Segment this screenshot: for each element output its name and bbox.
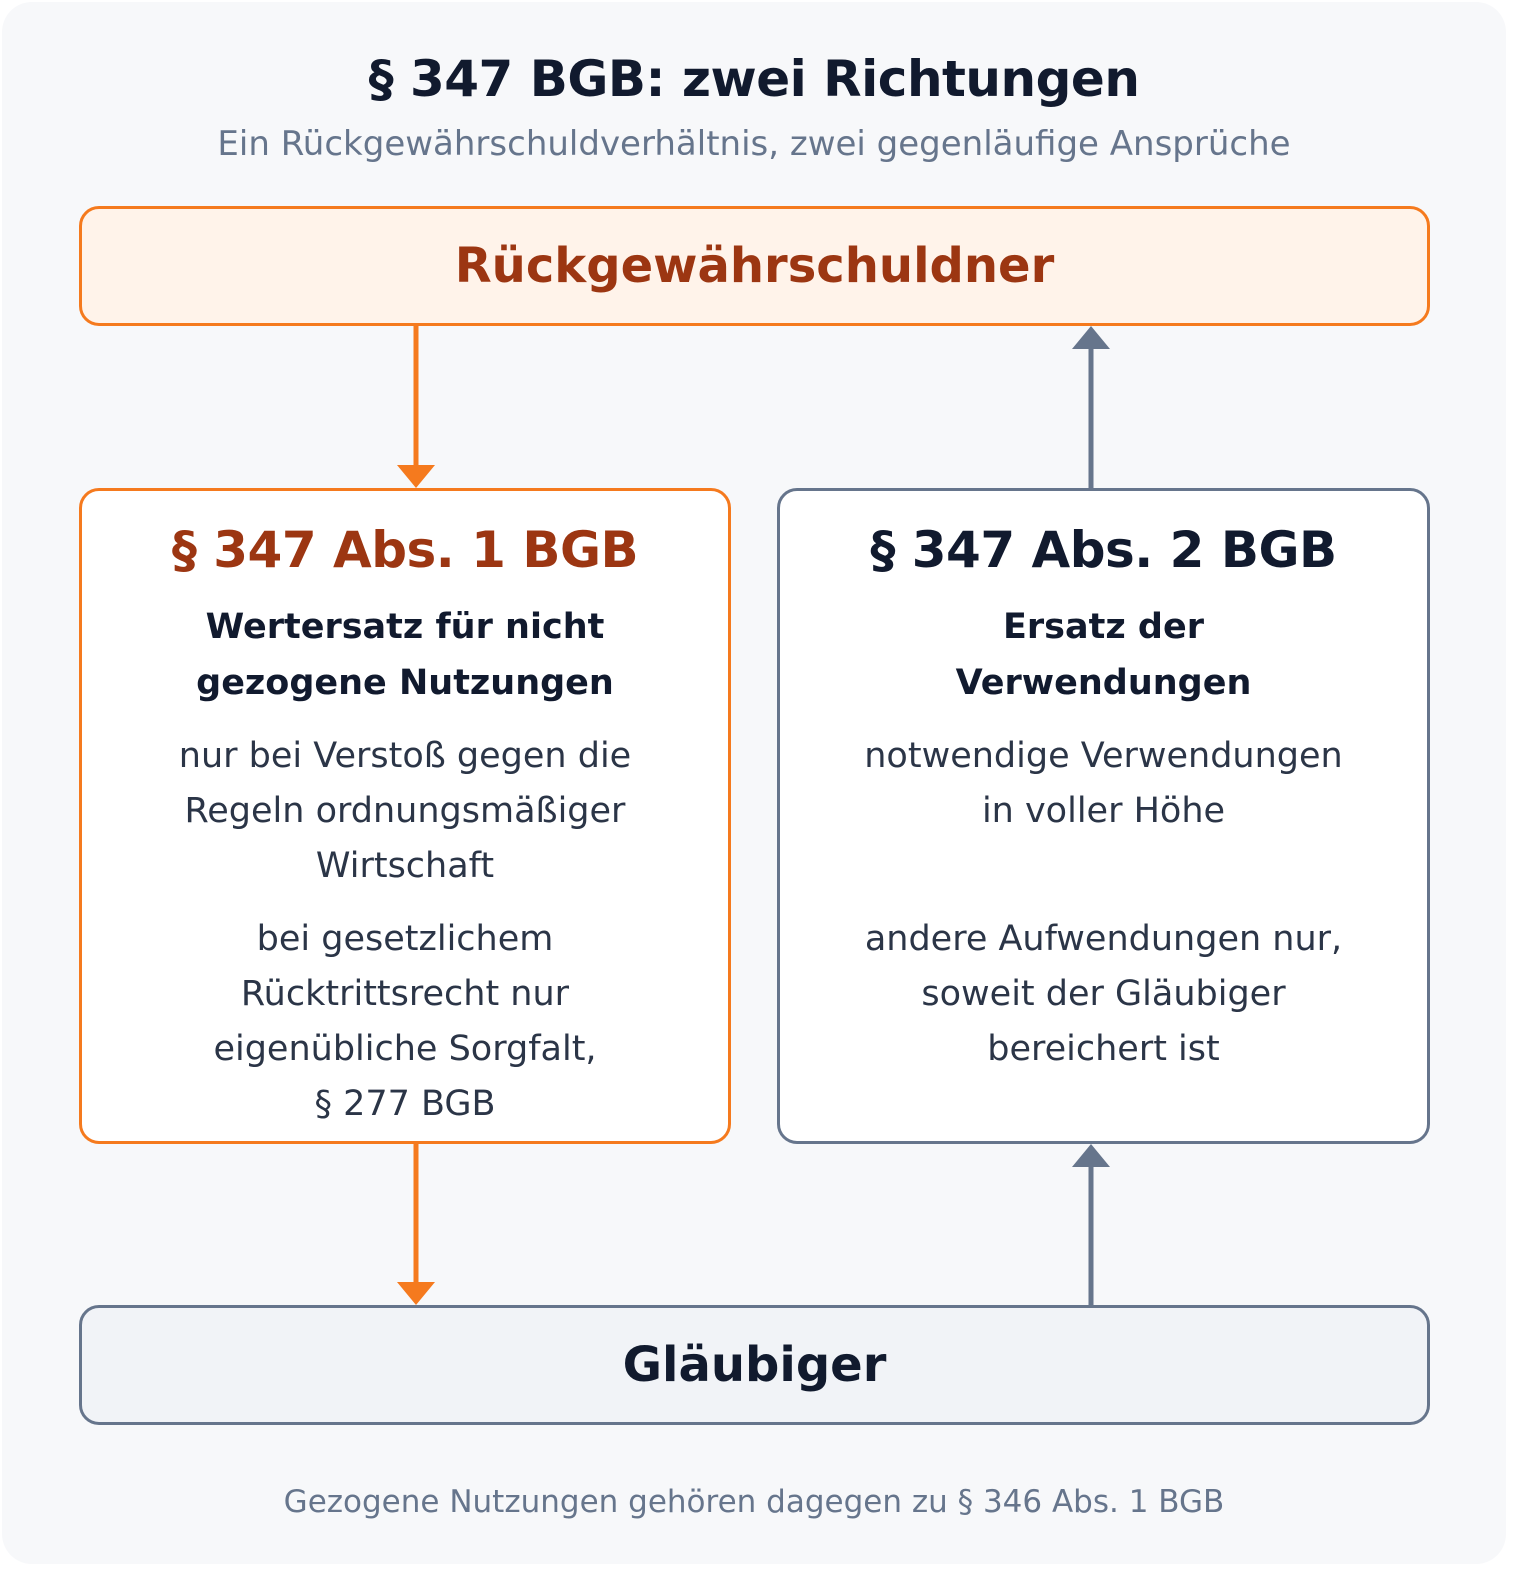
diagram-subtitle: Ein Rückgewährschuldverhältnis, zwei gegenläufige Ansprüche: [217, 124, 1291, 164]
left-claim-box: [79, 488, 731, 1144]
left-claim-note: [82, 912, 728, 1132]
left-text-line: nur bei Verstoß gegen die: [178, 736, 632, 776]
left-sub-line: Wertersatz für nicht: [205, 607, 605, 647]
left-text-line: § 277 BGB: [314, 1084, 496, 1124]
right-claim-note: [780, 912, 1427, 1077]
left-claim-condition: [82, 729, 728, 894]
right-claim-subheading: [780, 599, 1427, 711]
left-text-line: eigenübliche Sorgfalt,: [213, 1029, 597, 1069]
right-text-line: in voller Höhe: [981, 791, 1226, 831]
diagram-title: § 347 BGB: zwei Richtungen: [368, 50, 1140, 108]
left-text-line: bei gesetzlichem: [256, 919, 554, 959]
right-claim-heading: § 347 Abs. 2 BGB: [870, 521, 1337, 579]
footer-note: Gezogene Nutzungen gehören dagegen zu § 346 Abs. 1 BGB: [283, 1484, 1225, 1520]
left-text-line: Rücktrittsrecht nur: [240, 974, 570, 1014]
right-sub-line: Verwendungen: [955, 663, 1252, 703]
left-text-line: Regeln ordnungsmäßiger: [184, 791, 626, 831]
right-claim-box: [777, 488, 1430, 1144]
right-text-line: andere Aufwendungen nur,: [864, 919, 1343, 959]
left-claim-subheading: [82, 599, 728, 711]
creditor-label: Gläubiger: [622, 1337, 887, 1393]
debtor-label: Rückgewährschuldner: [454, 238, 1055, 294]
creditor-node: [79, 1305, 1430, 1425]
right-text-line: bereichert ist: [987, 1029, 1220, 1069]
right-claim-condition: [780, 729, 1427, 839]
right-text-line: notwendige Verwendungen: [864, 736, 1343, 776]
right-sub-line: Ersatz der: [1003, 607, 1204, 647]
left-text-line: Wirtschaft: [315, 846, 495, 886]
left-sub-line: gezogene Nutzungen: [196, 663, 614, 703]
debtor-node: [79, 206, 1430, 326]
left-claim-heading: § 347 Abs. 1 BGB: [171, 521, 639, 579]
right-text-line: soweit der Gläubiger: [921, 974, 1286, 1014]
